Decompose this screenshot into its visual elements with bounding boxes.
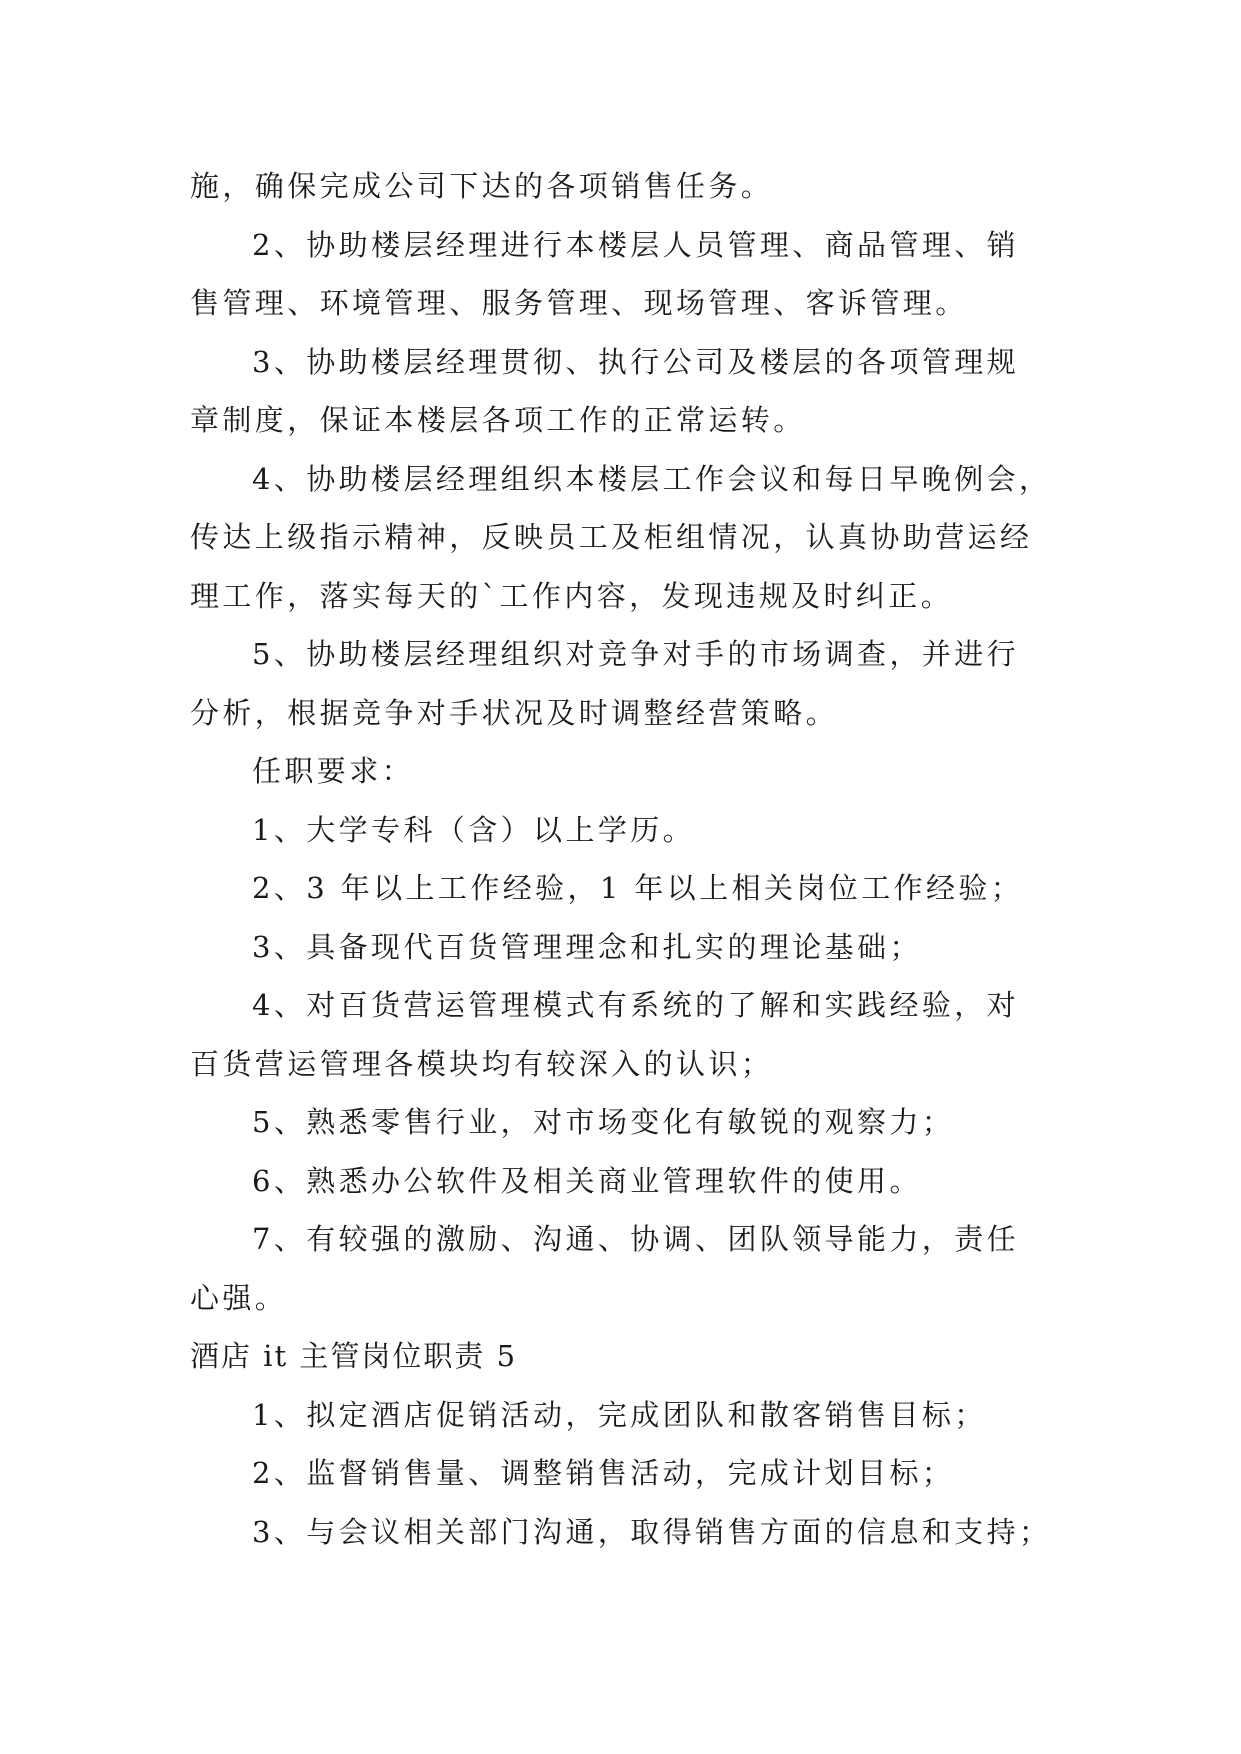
document-body <box>190 157 1062 1561</box>
text-line: 传达上级指示精神，反映员工及柜组情况，认真协助营运经 <box>190 520 1033 554</box>
text-line: 2、监督销售量、调整销售活动，完成计划目标； <box>252 1456 955 1490</box>
section-heading: 酒店 it 主管岗位职责 5 <box>190 1339 518 1373</box>
text-line: 售管理、环境管理、服务管理、现场管理、客诉管理。 <box>190 286 968 320</box>
text-line: 3、协助楼层经理贯彻、执行公司及楼层的各项管理规 <box>252 344 1020 379</box>
text-line: 1、拟定酒店促销活动，完成团队和散客销售目标； <box>252 1397 987 1432</box>
text-line: 3、具备现代百货管理理念和扎实的理论基础； <box>252 929 922 964</box>
text-line: 章制度，保证本楼层各项工作的正常运转。 <box>190 403 806 437</box>
text-line: 任职要求： <box>252 754 415 788</box>
text-line: 4、对百货营运管理模式有系统的了解和实践经验，对 <box>252 988 1020 1022</box>
text-line: 1、大学专科（含）以上学历。 <box>252 812 696 847</box>
text-line: 3、与会议相关部门沟通，取得销售方面的信息和支持； <box>252 1514 1052 1549</box>
text-line: 6、熟悉办公软件及相关商业管理软件的使用。 <box>252 1163 922 1198</box>
text-line: 百货营运管理各模块均有较深入的认识； <box>190 1046 774 1081</box>
text-line: 分析，根据竞争对手状况及时调整经营策略。 <box>190 695 839 730</box>
text-line: 2、3 年以上工作经验，1 年以上相关岗位工作经验； <box>252 871 1024 905</box>
text-line: 理工作，落实每天的`工作内容，发现违规及时纠正。 <box>190 578 954 613</box>
text-line: 4、协助楼层经理组织本楼层工作会议和每日早晚例会， <box>252 461 1052 496</box>
text-line: 5、熟悉零售行业，对市场变化有敏锐的观察力； <box>252 1105 955 1139</box>
text-line: 2、协助楼层经理进行本楼层人员管理、商品管理、销 <box>252 227 1020 262</box>
text-line: 施，确保完成公司下达的各项销售任务。 <box>190 169 774 203</box>
text-line: 5、协助楼层经理组织对竞争对手的市场调查，并进行 <box>252 637 1020 671</box>
text-line: 7、有较强的激励、沟通、协调、团队领导能力，责任 <box>252 1222 1020 1256</box>
text-line: 心强。 <box>190 1280 288 1315</box>
